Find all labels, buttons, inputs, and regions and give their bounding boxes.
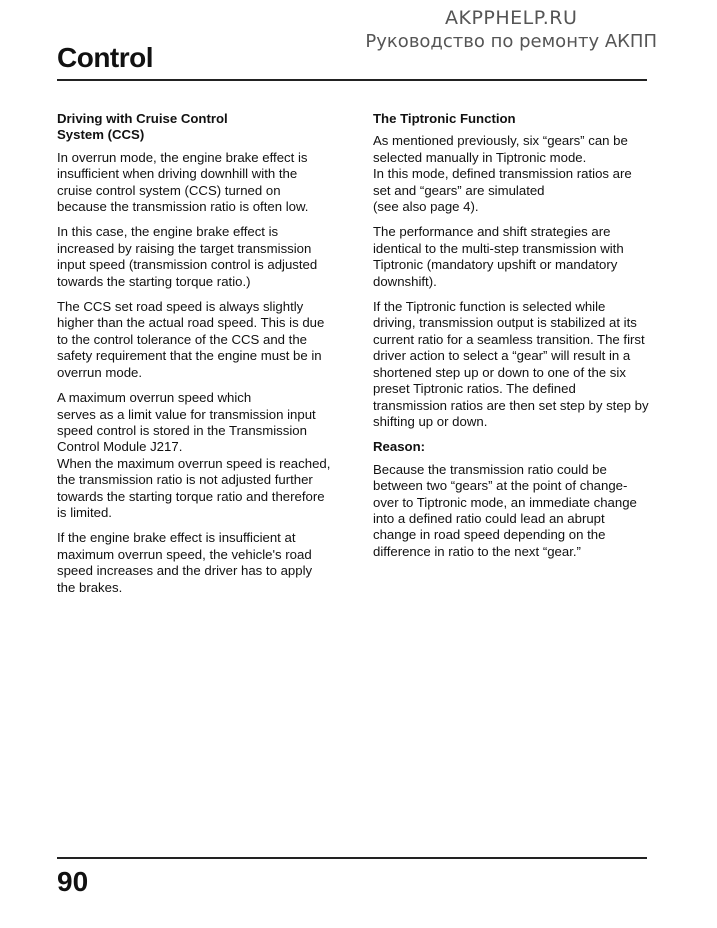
paragraph: The performance and shift strategies are identical to the multi-step transmission with Tiptronic (mandatory upshift or mandatory downshift).	[373, 224, 624, 289]
paragraph: If the Tiptronic function is selected while driving, transmission output is stabilized at its current ratio for a seamless transition. The first driver action to select a “gear” will result in a shortened step up or down to one of the six preset Tiptronic ratios. The defined transmission ratios are then set step by step by shifting up or down.	[373, 299, 649, 429]
section-heading-cruise-control: Driving with Cruise Control System (CCS)	[57, 111, 228, 143]
paragraph: A maximum overrun speed which serves as a limit value for transmission input speed control is stored in the Transmission Control Module J217. When the maximum overrun speed is reached, the transmission ratio is not adjusted further towards the starting torque ratio and therefore is limited.	[57, 390, 331, 520]
footer-divider	[57, 857, 647, 859]
right-column	[373, 111, 649, 569]
watermark-subtitle: Руководство по ремонту АКПП	[365, 31, 657, 52]
paragraph: Because the transmission ratio could be between two “gears” at the point of change-over to Tiptronic mode, an immediate change into a defined ratio could lead an abrupt change in road speed depending on the difference in ratio to the next “gear.”	[373, 461, 637, 559]
section-heading-tiptronic: The Tiptronic Function	[373, 111, 516, 126]
left-column	[57, 111, 333, 605]
header-divider	[57, 79, 647, 81]
paragraph: If the engine brake effect is insufficient at maximum overrun speed, the vehicle's road speed increases and the driver has to apply the brakes.	[57, 530, 313, 595]
page-title: Control	[57, 42, 154, 73]
watermark-site: AKPPHELP.RU	[445, 7, 578, 29]
paragraph: The CCS set road speed is always slightly higher than the actual road speed. This is due to the control tolerance of the CCS and the safety requirement that the engine must be in overrun mode.	[57, 299, 325, 380]
page-number: 90	[57, 866, 89, 897]
subheading-reason: Reason:	[373, 439, 426, 455]
watermark	[365, 6, 657, 54]
paragraph: As mentioned previously, six “gears” can be selected manually in Tiptronic mode. In this mode, defined transmission ratios are set and “gears” are simulated (see also page 4).	[373, 133, 632, 215]
paragraph: In overrun mode, the engine brake effect is insufficient when driving downhill with the cruise control system (CCS) turned on because the transmission ratio is often low.	[57, 149, 309, 215]
paragraph: In this case, the engine brake effect is increased by raising the target transmission input speed (transmission control is adjusted towards the starting torque ratio.)	[57, 224, 318, 289]
